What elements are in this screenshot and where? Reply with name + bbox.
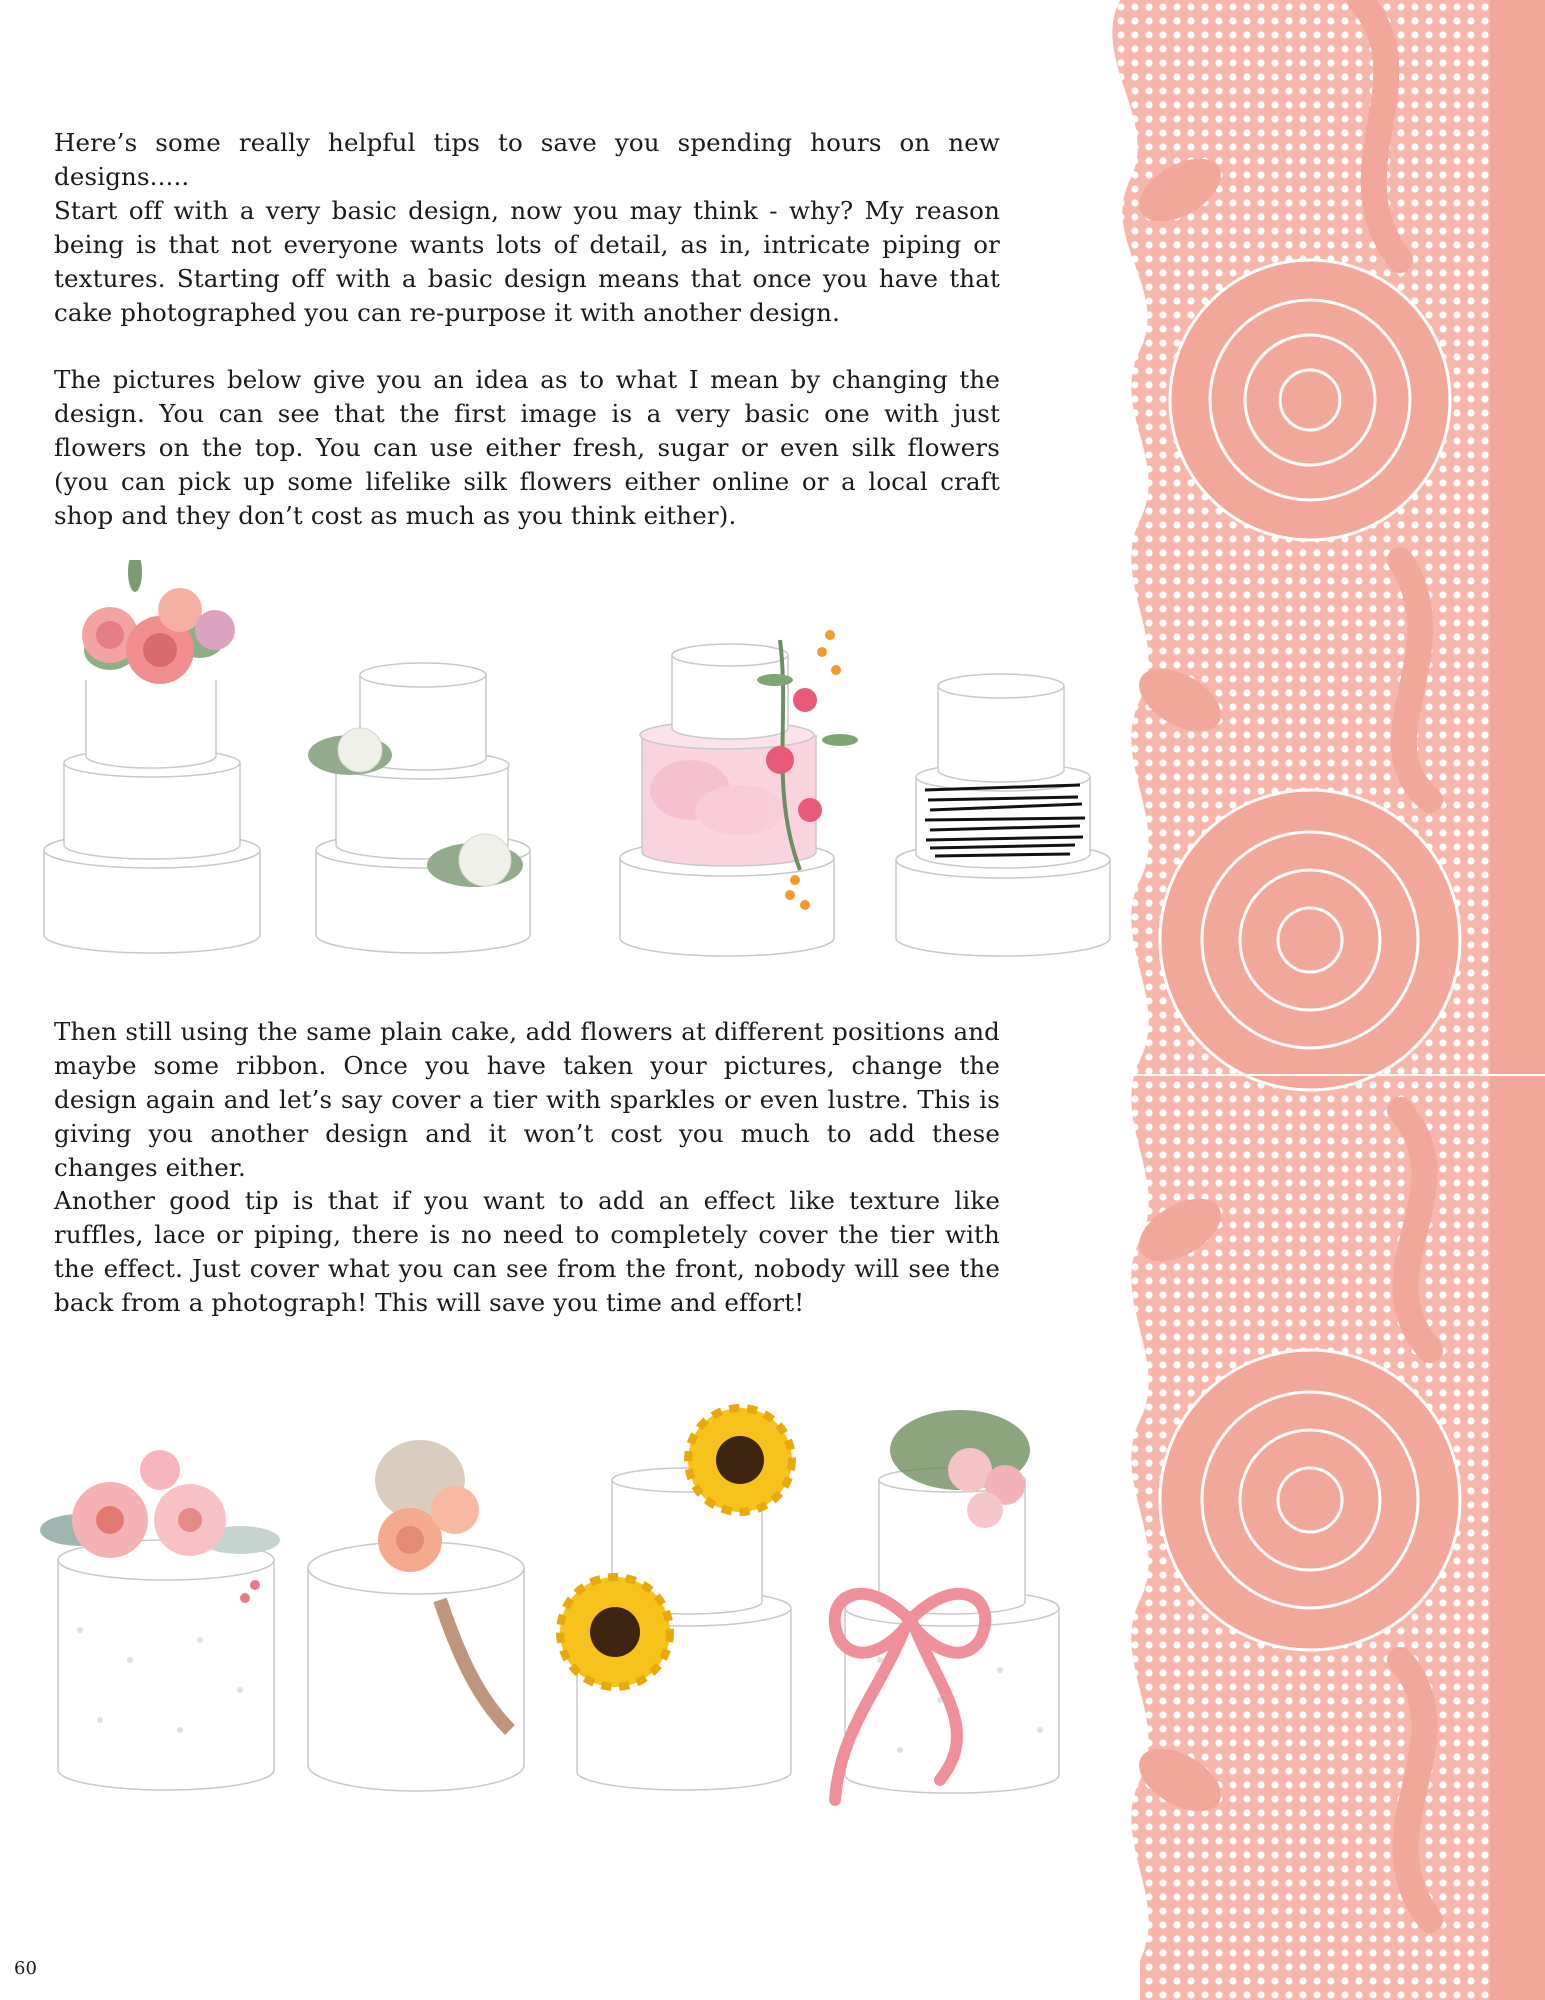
positions-paragraph: Then still using the same plain cake, add flowers at different positions and maybe some ribbon. Once you have taken your pictures, change the design again and let’s say cover a tier with sparkles or even lustre. This is giving you another design and it won’t cost you much to add these changes either.: [54, 1017, 1000, 1182]
cake-2-side-flowers: [316, 663, 530, 953]
cake-4-stroke-texture: [896, 674, 1110, 956]
intro-paragraph: Here’s some really helpful tips to save you spending hours on new designs.....: [54, 128, 1000, 191]
texture-tip-paragraph: Another good tip is that if you want to add an effect like texture like ruffles, lace or piping, there is no need to completely cover the tier with the effect. Just cover what you can see from the front, nobody will see the back from a photograph! This will save you time and effort!: [54, 1186, 1000, 1317]
lace-rose-2: [1160, 790, 1460, 1090]
cake-1-flowers-on-top: [44, 680, 260, 953]
lace-border-decoration: [1100, 0, 1545, 2000]
lace-rose-1: [1170, 260, 1450, 540]
cake-designs-row-1: [0, 560, 1115, 960]
rose-bouquet-icon: [82, 560, 235, 684]
cake-5-single-tier: [58, 1540, 274, 1790]
cake-6-single-tier: [308, 1542, 524, 1791]
basic-design-paragraph: Start off with a very basic design, now you may think - why? My reason being is that not everyone wants lots of detail, as in, intricate piping or textures. Starting off with a basic design means that once you have that cake photographed you can re-purpose it with another design.: [54, 196, 1000, 327]
cake-designs-row-2: [0, 1370, 1115, 1820]
pictures-paragraph: The pictures below give you an idea as to what I mean by changing the design. You can see that the first image is a very basic one with just flowers on the top. You can use either fresh, sugar or even silk flowers (you can pick up some lifelike silk flowers either online or a local craft shop and they don’t cost as much as you think either).: [54, 365, 1000, 530]
lace-rose-3: [1160, 1350, 1460, 1650]
page-number: 60: [14, 1958, 37, 1979]
